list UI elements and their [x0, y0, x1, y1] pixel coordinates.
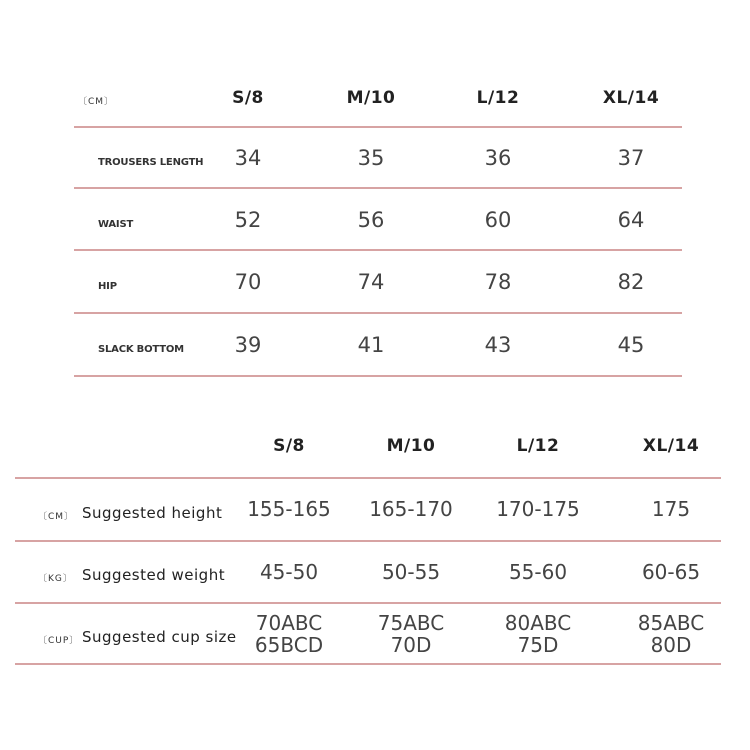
cell-line: 75D [517, 633, 559, 657]
divider [74, 375, 682, 377]
table-cell [341, 612, 481, 656]
divider [74, 312, 682, 314]
size-header-l: L/12 [476, 88, 520, 108]
table-cell: 45-50 [259, 560, 319, 584]
size-header-m: M/10 [386, 436, 436, 456]
row-label-suggested-height: Suggested height [82, 504, 223, 522]
size-header-s: S/8 [232, 88, 264, 108]
table-cell: 60-65 [641, 560, 701, 584]
table-cell: 43 [484, 333, 512, 357]
divider [15, 477, 721, 479]
cell-line: 70ABC [255, 611, 323, 635]
unit-label-cm: 〔CM〕 [78, 97, 115, 107]
row-label-hip: HIP [98, 281, 117, 292]
divider [15, 663, 721, 665]
row-label-slack-bottom: SLACK BOTTOM [98, 344, 184, 355]
divider [74, 187, 682, 189]
table-cell: 175 [651, 497, 691, 521]
divider [15, 602, 721, 604]
table-cell: 52 [234, 208, 262, 232]
table-cell: 165-170 [369, 497, 453, 521]
size-header-m: M/10 [346, 88, 396, 108]
table-cell: 60 [484, 208, 512, 232]
table-cell: 35 [357, 146, 385, 170]
table-cell: 36 [484, 146, 512, 170]
divider [15, 540, 721, 542]
table-cell: 37 [617, 146, 645, 170]
table-cell: 56 [357, 208, 385, 232]
table-cell: 155-165 [247, 497, 331, 521]
table-cell: 45 [617, 333, 645, 357]
row-label-suggested-cup-size: Suggested cup size [82, 628, 237, 646]
unit-label-cup: 〔CUP〕 [38, 636, 80, 646]
divider [74, 249, 682, 251]
table-cell [468, 612, 608, 656]
table-cell [601, 612, 741, 656]
table-cell: 50-55 [381, 560, 441, 584]
table-cell: 78 [484, 270, 512, 294]
row-label-suggested-weight: Suggested weight [82, 566, 226, 584]
table-cell: 64 [617, 208, 645, 232]
cell-line: 80ABC [504, 611, 572, 635]
table-cell: 34 [234, 146, 262, 170]
size-header-xl: XL/14 [602, 88, 660, 108]
row-label-trousers-length: TROUSERS LENGTH [98, 157, 204, 168]
cell-line: 65BCD [254, 633, 324, 657]
unit-label-cm: 〔CM〕 [38, 512, 75, 522]
size-header-s: S/8 [273, 436, 305, 456]
table-cell: 39 [234, 333, 262, 357]
cell-line: 80D [650, 633, 692, 657]
size-header-l: L/12 [516, 436, 560, 456]
cell-line: 70D [390, 633, 432, 657]
divider [74, 126, 682, 128]
table-cell: 70 [234, 270, 262, 294]
table-cell: 41 [357, 333, 385, 357]
cell-line: 85ABC [637, 611, 705, 635]
table-cell: 74 [357, 270, 385, 294]
table-cell: 170-175 [496, 497, 580, 521]
size-header-xl: XL/14 [642, 436, 700, 456]
table-cell: 55-60 [508, 560, 568, 584]
row-label-waist: WAIST [98, 219, 134, 230]
unit-label-kg: 〔KG〕 [38, 574, 73, 584]
table-cell: 82 [617, 270, 645, 294]
table-cell [219, 612, 359, 656]
cell-line: 75ABC [377, 611, 445, 635]
